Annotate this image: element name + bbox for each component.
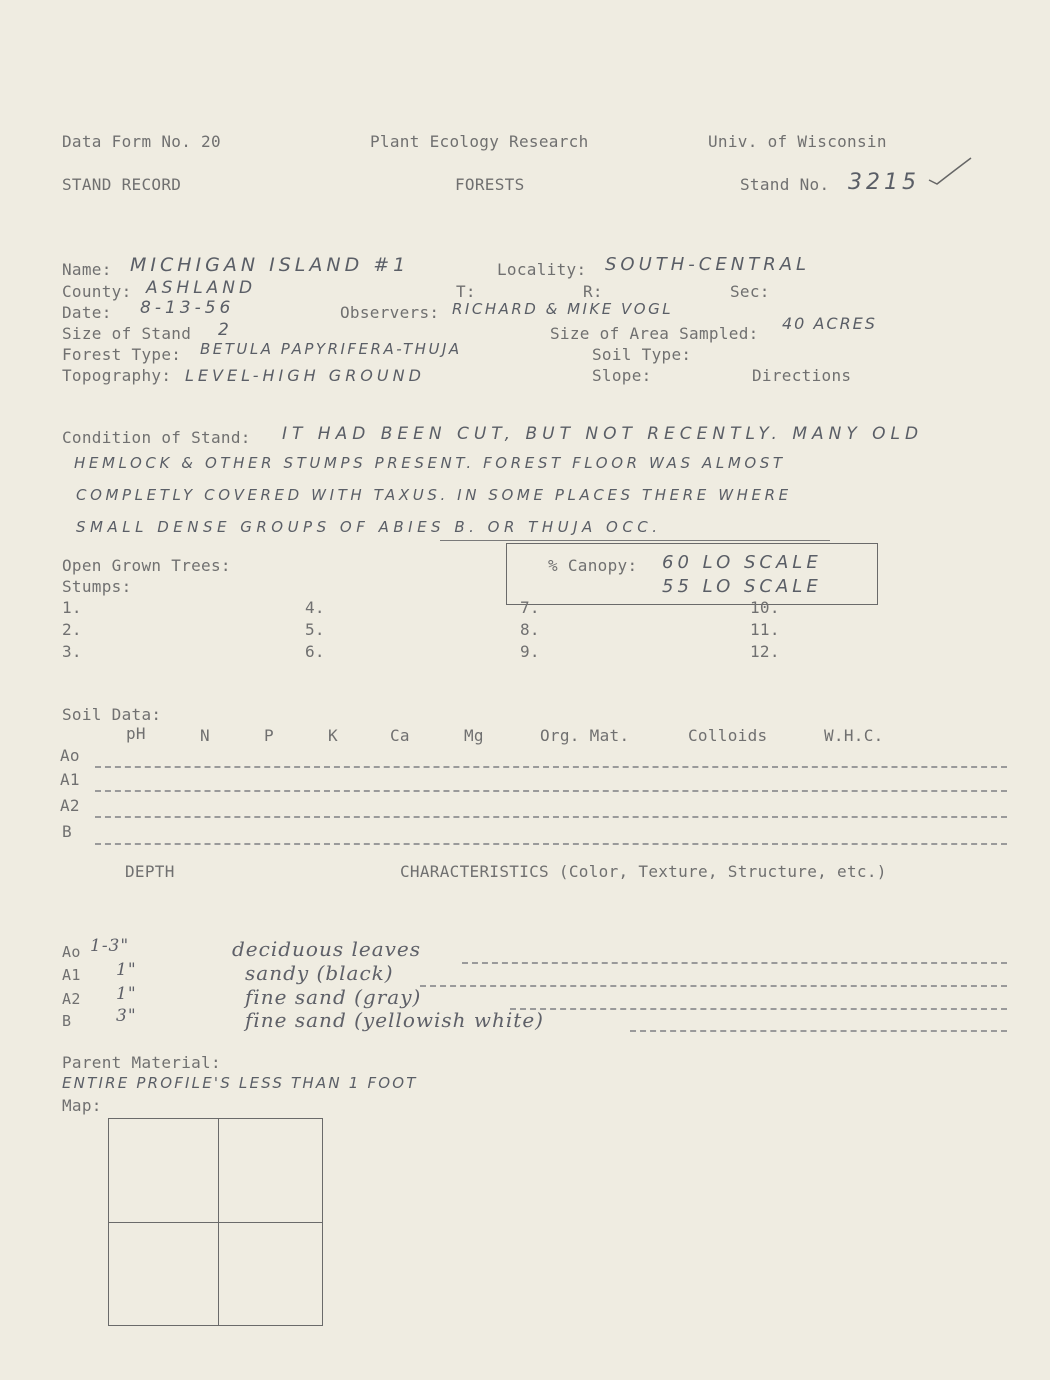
university: Univ. of Wisconsin [708,132,887,151]
name-value: MICHIGAN ISLAND #1 [130,254,410,276]
soil-col-ph: pH [126,724,146,743]
category: FORESTS [455,175,525,194]
profile-desc-a1: sandy (black) [245,961,394,985]
size-of-area-value: 40 ACRES [782,314,877,333]
profile-horizon-ao: Ao [62,943,81,961]
soil-col-mg: Mg [464,726,484,745]
soil-col-k: K [328,726,338,745]
county-value: ASHLAND [146,278,257,298]
characteristics-label: CHARACTERISTICS (Color, Texture, Structure, etc.) [400,862,887,881]
size-of-stand-value: 2 [218,320,233,340]
number-7: 7. [520,598,540,617]
profile-line-b [630,1030,1007,1032]
observers-label: Observers: [340,303,440,322]
soil-col-whc: W.H.C. [824,726,884,745]
forest-type-value: BETULA PAPYRIFERA-THUJA [200,340,462,358]
map-horizontal-divider [109,1222,322,1223]
number-11: 11. [750,620,780,639]
soil-row-ao: Ao [60,746,80,765]
depth-label: DEPTH [125,862,175,881]
stand-number-value: 3215 [848,170,920,195]
date-label: Date: [62,303,112,322]
directions-label: Directions [752,366,852,385]
profile-line-a1 [420,985,1007,987]
number-4: 4. [305,598,325,617]
date-value: 8-13-56 [140,298,235,318]
topography-value: LEVEL-HIGH GROUND [185,366,425,385]
map-label: Map: [62,1096,102,1115]
profile-horizon-a2: A2 [62,990,81,1008]
profile-depth-a1: 1" [116,960,137,980]
soil-row-ao-line [95,766,1007,768]
range-label: R: [583,282,603,301]
profile-desc-ao: deciduous leaves [232,937,422,961]
profile-depth-ao: 1-3" [90,936,130,956]
soil-type-label: Soil Type: [592,345,692,364]
observers-value: RICHARD & MIKE VOGL [452,300,674,318]
soil-col-ca: Ca [390,726,410,745]
number-5: 5. [305,620,325,639]
condition-line-4: SMALL DENSE GROUPS OF ABIES B. OR THUJA OCC. [76,518,662,536]
county-label: County: [62,282,132,301]
township-label: T: [456,282,476,301]
soil-row-a1-line [95,790,1007,792]
soil-col-n: N [200,726,210,745]
locality-value: SOUTH-CENTRAL [605,254,811,275]
soil-row-b: B [62,822,72,841]
record-type: STAND RECORD [62,175,182,194]
soil-row-b-line [95,843,1007,845]
stumps-label: Stumps: [62,577,132,596]
size-of-stand-label: Size of Stand [62,324,192,343]
soil-col-p: P [264,726,274,745]
size-of-area-label: Size of Area Sampled: [550,324,759,343]
soil-col-org-mat: Org. Mat. [540,726,630,745]
number-8: 8. [520,620,540,639]
condition-line-1: IT HAD BEEN CUT, BUT NOT RECENTLY. MANY OLD [282,424,924,444]
slope-label: Slope: [592,366,652,385]
number-3: 3. [62,642,82,661]
profile-horizon-a1: A1 [62,966,81,984]
profile-line-ao [462,962,1007,964]
soil-col-colloids: Colloids [688,726,768,745]
condition-line-3: COMPLETLY COVERED WITH TAXUS. IN SOME PLACES THERE WHERE [76,486,792,504]
canopy-label: % Canopy: [548,556,638,575]
soil-row-a1: A1 [60,770,80,789]
condition-underline [440,540,830,541]
checkmark-icon [925,152,975,192]
profile-line-a2 [510,1008,1007,1010]
number-9: 9. [520,642,540,661]
number-2: 2. [62,620,82,639]
soil-row-a2: A2 [60,796,80,815]
condition-label: Condition of Stand: [62,428,251,447]
profile-horizon-b: B [62,1012,72,1030]
profile-desc-b: fine sand (yellowish white) [245,1008,544,1032]
forest-type-label: Forest Type: [62,345,182,364]
number-10: 10. [750,598,780,617]
topography-label: Topography: [62,366,172,385]
condition-line-2: HEMLOCK & OTHER STUMPS PRESENT. FOREST FLOOR WAS ALMOST [74,454,786,472]
profile-desc-a2: fine sand (gray) [245,985,422,1009]
profile-depth-b: 3" [116,1006,137,1026]
parent-material-value: ENTIRE PROFILE'S LESS THAN 1 FOOT [62,1074,418,1092]
form-number: Data Form No. 20 [62,132,221,151]
parent-material-label: Parent Material: [62,1053,221,1072]
soil-row-a2-line [95,816,1007,818]
name-label: Name: [62,260,112,279]
canopy-value-2: 55 LO SCALE [662,576,822,597]
number-1: 1. [62,598,82,617]
number-6: 6. [305,642,325,661]
soil-data-label: Soil Data: [62,705,162,724]
stand-number-label: Stand No. [740,175,830,194]
open-grown-trees-label: Open Grown Trees: [62,556,231,575]
locality-label: Locality: [497,260,587,279]
profile-depth-a2: 1" [116,984,137,1004]
canopy-value-1: 60 LO SCALE [662,552,822,573]
organization: Plant Ecology Research [370,132,589,151]
section-label: Sec: [730,282,770,301]
number-12: 12. [750,642,780,661]
